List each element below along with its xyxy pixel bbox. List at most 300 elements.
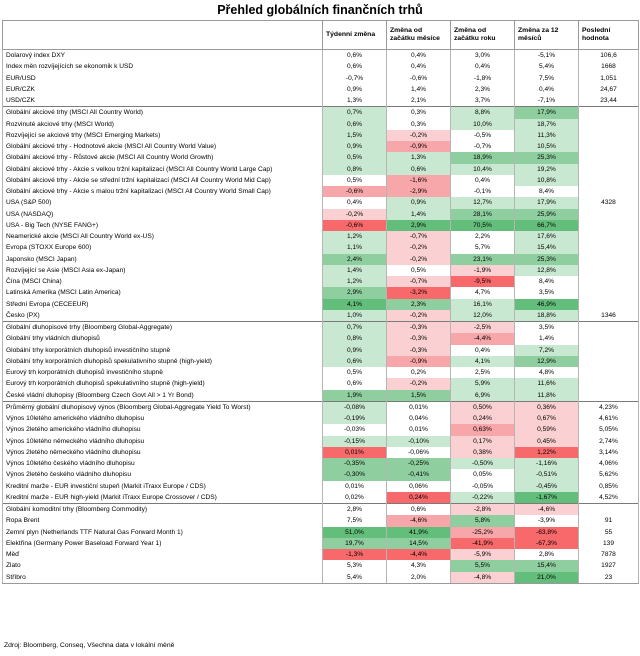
mtd-change-cell: 2,0% <box>387 572 451 584</box>
last-value-cell: 1346 <box>579 310 639 322</box>
instrument-name-cell: Globální trhy vládních dluhopisů <box>3 333 323 344</box>
last-value-cell <box>579 130 639 141</box>
weekly-change-cell: 0,6% <box>323 61 387 72</box>
weekly-change-cell: 2,4% <box>323 254 387 265</box>
change-12m-cell: 11,6% <box>515 378 579 389</box>
table-row <box>3 197 639 208</box>
table-row <box>3 276 639 287</box>
table-row <box>3 436 639 447</box>
instrument-name-cell: Výnos 10letého českého vládního dluhopisu <box>3 458 323 469</box>
change-12m-cell: -0,45% <box>515 481 579 492</box>
ytd-change-cell: 3,0% <box>451 50 515 62</box>
mtd-change-cell: -0,7% <box>387 231 451 242</box>
ytd-change-cell: -0,22% <box>451 492 515 504</box>
ytd-change-cell: -1,9% <box>451 265 515 276</box>
instrument-name-cell: Střední Evropa (CECEEUR) <box>3 299 323 310</box>
change-12m-cell: -1,16% <box>515 458 579 469</box>
last-value-cell: 1668 <box>579 61 639 72</box>
change-12m-cell: 7,2% <box>515 345 579 356</box>
mtd-change-cell: -1,6% <box>387 175 451 186</box>
last-value-cell: 91 <box>579 515 639 526</box>
weekly-change-cell: -0,2% <box>323 209 387 220</box>
change-12m-cell: 21,0% <box>515 572 579 584</box>
ytd-change-cell: -0,05% <box>451 481 515 492</box>
ytd-change-cell: 5,5% <box>451 560 515 571</box>
instrument-name-cell: Zemní plyn (Netherlands TTF Natural Gas Forward Month 1) <box>3 527 323 538</box>
change-12m-cell: 3,5% <box>515 287 579 298</box>
instrument-name-cell: USA (NASDAQ) <box>3 209 323 220</box>
header-row <box>3 21 639 50</box>
last-value-cell <box>579 164 639 175</box>
instrument-name-cell: Globální akciové trhy - Růstové akcie (MSCI All Country World Growth) <box>3 152 323 163</box>
mtd-change-cell: 1,3% <box>387 152 451 163</box>
mtd-change-cell: 1,4% <box>387 209 451 220</box>
mtd-change-cell: -0,3% <box>387 345 451 356</box>
table-row <box>3 265 639 276</box>
weekly-change-cell: 2,9% <box>323 287 387 298</box>
instrument-name-cell: Evropa (STOXX Europe 600) <box>3 242 323 253</box>
weekly-change-cell: -0,35% <box>323 458 387 469</box>
table-row <box>3 458 639 469</box>
last-value-cell <box>579 152 639 163</box>
instrument-name-cell: Výnos 10letého německého vládního dluhopisu <box>3 436 323 447</box>
change-12m-cell: -3,9% <box>515 515 579 526</box>
table-row <box>3 492 639 504</box>
weekly-change-cell: 0,8% <box>323 164 387 175</box>
ytd-change-cell: -2,5% <box>451 322 515 334</box>
change-12m-cell: 1,22% <box>515 447 579 458</box>
last-value-cell <box>579 186 639 197</box>
mtd-change-cell: 41,9% <box>387 527 451 538</box>
ytd-change-cell: 12,7% <box>451 197 515 208</box>
ytd-change-cell: 12,0% <box>451 310 515 322</box>
change-12m-cell: 0,4% <box>515 84 579 95</box>
instrument-name-cell: Globální trhy korporátních dluhopisů investičního stupně <box>3 345 323 356</box>
table-row <box>3 254 639 265</box>
ytd-change-cell: -41,9% <box>451 538 515 549</box>
mtd-change-cell: 0,9% <box>387 197 451 208</box>
ytd-change-cell: 0,50% <box>451 401 515 413</box>
weekly-change-cell: -0,7% <box>323 73 387 84</box>
ytd-change-cell: 5,8% <box>451 515 515 526</box>
weekly-change-cell: 0,5% <box>323 367 387 378</box>
weekly-change-cell: 0,6% <box>323 119 387 130</box>
change-12m-cell: -63,8% <box>515 527 579 538</box>
instrument-name-cell: Výnos 2letého německého vládního dluhopisu <box>3 447 323 458</box>
instrument-name-cell: Latinská Amerika (MSCI Latin America) <box>3 287 323 298</box>
change-12m-cell: 19,2% <box>515 164 579 175</box>
table-row <box>3 413 639 424</box>
weekly-change-cell: 0,6% <box>323 378 387 389</box>
mtd-change-cell: -0,41% <box>387 469 451 480</box>
weekly-change-cell: 5,4% <box>323 572 387 584</box>
instrument-name-cell: USD/CZK <box>3 95 323 107</box>
change-12m-cell: 7,5% <box>515 73 579 84</box>
instrument-name-cell: Neamerické akcie (MSCI All Country World ex-US) <box>3 231 323 242</box>
change-12m-cell: 15,4% <box>515 242 579 253</box>
mtd-change-cell: -0,2% <box>387 242 451 253</box>
instrument-name-cell: Rozvinuté akciové trhy (MSCI World) <box>3 119 323 130</box>
mtd-change-cell: -0,9% <box>387 141 451 152</box>
change-12m-cell: 11,8% <box>515 390 579 402</box>
mtd-change-cell: -0,7% <box>387 276 451 287</box>
last-value-cell: 23 <box>579 572 639 584</box>
mtd-change-cell: 0,4% <box>387 61 451 72</box>
weekly-change-cell: 51,0% <box>323 527 387 538</box>
change-12m-cell: 12,9% <box>515 356 579 367</box>
table-row <box>3 504 639 516</box>
table-row <box>3 287 639 298</box>
ytd-change-cell: 16,1% <box>451 299 515 310</box>
change-12m-cell: -4,6% <box>515 504 579 516</box>
instrument-name-cell: Rozvíjející se akciové trhy (MSCI Emerging Markets) <box>3 130 323 141</box>
last-value-cell: 55 <box>579 527 639 538</box>
table-row <box>3 152 639 163</box>
weekly-change-cell: -0,03% <box>323 424 387 435</box>
mtd-change-cell: -0,25% <box>387 458 451 469</box>
mtd-change-cell: 0,6% <box>387 164 451 175</box>
last-value-cell <box>579 242 639 253</box>
mtd-change-cell: -0,6% <box>387 73 451 84</box>
weekly-change-cell: 0,7% <box>323 107 387 119</box>
change-12m-cell: 66,7% <box>515 220 579 231</box>
last-value-cell <box>579 231 639 242</box>
ytd-change-cell: 4,1% <box>451 356 515 367</box>
table-row <box>3 447 639 458</box>
weekly-change-cell: 1,2% <box>323 231 387 242</box>
instrument-name-cell: Stříbro <box>3 572 323 584</box>
instrument-name-cell: EUR/USD <box>3 73 323 84</box>
instrument-name-cell: Globální akciové trhy - Akcie se střední tržní kapitalizací (MSCI All Country World Mid Cap) <box>3 175 323 186</box>
change-12m-cell: -0,51% <box>515 469 579 480</box>
table-row <box>3 469 639 480</box>
ytd-change-cell: 6,9% <box>451 390 515 402</box>
last-value-cell: 1,051 <box>579 73 639 84</box>
table-row <box>3 367 639 378</box>
last-value-cell: 7878 <box>579 549 639 560</box>
change-12m-cell: 0,45% <box>515 436 579 447</box>
instrument-name-cell: Měď <box>3 549 323 560</box>
instrument-name-cell: Japonsko (MSCI Japan) <box>3 254 323 265</box>
last-value-cell: 23,44 <box>579 95 639 107</box>
weekly-change-cell: 19,7% <box>323 538 387 549</box>
ytd-change-cell: -2,8% <box>451 504 515 516</box>
last-value-cell: 4,23% <box>579 401 639 413</box>
weekly-change-cell: 4,1% <box>323 299 387 310</box>
change-12m-cell: 46,9% <box>515 299 579 310</box>
table-row <box>3 424 639 435</box>
table-row <box>3 130 639 141</box>
mtd-change-cell: -3,2% <box>387 287 451 298</box>
mtd-change-cell: 0,4% <box>387 50 451 62</box>
change-12m-cell: -67,3% <box>515 538 579 549</box>
last-value-cell: 5,62% <box>579 469 639 480</box>
mtd-change-cell: -0,2% <box>387 378 451 389</box>
last-value-cell: 4,52% <box>579 492 639 504</box>
table-row <box>3 61 639 72</box>
table-row <box>3 333 639 344</box>
header-weekly-change: Týdenní změna <box>323 21 387 50</box>
instrument-name-cell: Index měn rozvíjejících se ekonomik k USD <box>3 61 323 72</box>
header-last-value: Poslední hodnota <box>579 21 639 50</box>
change-12m-cell: 25,9% <box>515 209 579 220</box>
change-12m-cell: 17,9% <box>515 197 579 208</box>
mtd-change-cell: 0,04% <box>387 413 451 424</box>
weekly-change-cell: 0,5% <box>323 152 387 163</box>
table-row <box>3 141 639 152</box>
last-value-cell <box>579 107 639 119</box>
table-row <box>3 164 639 175</box>
table-row <box>3 527 639 538</box>
ytd-change-cell: 23,1% <box>451 254 515 265</box>
ytd-change-cell: 2,3% <box>451 84 515 95</box>
instrument-name-cell: Globální akciové trhy - Hodnotové akcie (MSCI All Country World Value) <box>3 141 323 152</box>
table-row <box>3 345 639 356</box>
last-value-cell <box>579 504 639 516</box>
instrument-name-cell: EUR/CZK <box>3 84 323 95</box>
change-12m-cell: 25,3% <box>515 152 579 163</box>
ytd-change-cell: -9,5% <box>451 276 515 287</box>
change-12m-cell: 18,7% <box>515 119 579 130</box>
ytd-change-cell: -0,5% <box>451 130 515 141</box>
table-row <box>3 481 639 492</box>
weekly-change-cell: 0,5% <box>323 175 387 186</box>
weekly-change-cell: 0,7% <box>323 322 387 334</box>
mtd-change-cell: 0,24% <box>387 492 451 504</box>
header-ytd-change: Změna od začátku roku <box>451 21 515 50</box>
change-12m-cell: 4,8% <box>515 367 579 378</box>
change-12m-cell: -7,1% <box>515 95 579 107</box>
change-12m-cell: 2,8% <box>515 549 579 560</box>
change-12m-cell: 3,5% <box>515 322 579 334</box>
table-row <box>3 84 639 95</box>
instrument-name-cell: Globální dluhopisové trhy (Bloomberg Global-Aggregate) <box>3 322 323 334</box>
weekly-change-cell: 1,5% <box>323 130 387 141</box>
ytd-change-cell: 28,1% <box>451 209 515 220</box>
table-row <box>3 73 639 84</box>
source-note: Zdroj: Bloomberg, Conseq, Všechna data v lokální měně <box>4 642 175 649</box>
table-row <box>3 356 639 367</box>
mtd-change-cell: 0,01% <box>387 401 451 413</box>
ytd-change-cell: 5,9% <box>451 378 515 389</box>
table-row <box>3 107 639 119</box>
weekly-change-cell: 0,6% <box>323 50 387 62</box>
last-value-cell <box>579 333 639 344</box>
weekly-change-cell: 1,1% <box>323 242 387 253</box>
change-12m-cell: 25,3% <box>515 254 579 265</box>
change-12m-cell: 0,67% <box>515 413 579 424</box>
change-12m-cell: 15,4% <box>515 560 579 571</box>
instrument-name-cell: Čína (MSCI China) <box>3 276 323 287</box>
change-12m-cell: 17,9% <box>515 107 579 119</box>
last-value-cell: 4,61% <box>579 413 639 424</box>
mtd-change-cell: 0,2% <box>387 367 451 378</box>
ytd-change-cell: -25,2% <box>451 527 515 538</box>
mtd-change-cell: -0,2% <box>387 254 451 265</box>
table-row <box>3 515 639 526</box>
last-value-cell <box>579 276 639 287</box>
last-value-cell <box>579 345 639 356</box>
mtd-change-cell: 0,06% <box>387 481 451 492</box>
ytd-change-cell: 0,4% <box>451 61 515 72</box>
instrument-name-cell: Kreditní marže - EUR high-yield (Markit iTraxx Europe Crossover / CDS) <box>3 492 323 504</box>
change-12m-cell: 0,59% <box>515 424 579 435</box>
mtd-change-cell: -4,6% <box>387 515 451 526</box>
instrument-name-cell: Výnos 2letého českého vládního dluhopisu <box>3 469 323 480</box>
last-value-cell: 4328 <box>579 197 639 208</box>
change-12m-cell: 12,8% <box>515 265 579 276</box>
ytd-change-cell: 5,7% <box>451 242 515 253</box>
mtd-change-cell: 2,9% <box>387 220 451 231</box>
change-12m-cell: 10,5% <box>515 141 579 152</box>
mtd-change-cell: 2,3% <box>387 299 451 310</box>
last-value-cell <box>579 390 639 402</box>
table-row <box>3 220 639 231</box>
ytd-change-cell: 0,17% <box>451 436 515 447</box>
instrument-name-cell: Česko (PX) <box>3 310 323 322</box>
ytd-change-cell: -1,8% <box>451 73 515 84</box>
weekly-change-cell: 0,8% <box>323 333 387 344</box>
ytd-change-cell: 0,38% <box>451 447 515 458</box>
last-value-cell <box>579 378 639 389</box>
weekly-change-cell: 7,5% <box>323 515 387 526</box>
table-row <box>3 378 639 389</box>
instrument-name-cell: Rozvíjející se Asie (MSCI Asia ex-Japan) <box>3 265 323 276</box>
weekly-change-cell: -0,19% <box>323 413 387 424</box>
mtd-change-cell: 4,3% <box>387 560 451 571</box>
instrument-name-cell: Elektřina (Germany Power Baseload Forward Year 1) <box>3 538 323 549</box>
change-12m-cell: -1,67% <box>515 492 579 504</box>
table-row <box>3 322 639 334</box>
change-12m-cell: 5,4% <box>515 61 579 72</box>
mtd-change-cell: -0,2% <box>387 310 451 322</box>
instrument-name-cell: USA - Big Tech (NYSE FANG+) <box>3 220 323 231</box>
mtd-change-cell: 0,5% <box>387 265 451 276</box>
weekly-change-cell: 1,0% <box>323 310 387 322</box>
change-12m-cell: 0,36% <box>515 401 579 413</box>
instrument-name-cell: Výnos 2letého amerického vládního dluhopisu <box>3 424 323 435</box>
weekly-change-cell: 0,01% <box>323 481 387 492</box>
last-value-cell: 4,06% <box>579 458 639 469</box>
table-row <box>3 560 639 571</box>
mtd-change-cell: 1,5% <box>387 390 451 402</box>
last-value-cell <box>579 299 639 310</box>
last-value-cell: 24,67 <box>579 84 639 95</box>
weekly-change-cell: -1,3% <box>323 549 387 560</box>
weekly-change-cell: 1,9% <box>323 390 387 402</box>
ytd-change-cell: 0,05% <box>451 469 515 480</box>
table-row <box>3 231 639 242</box>
weekly-change-cell: -0,6% <box>323 186 387 197</box>
instrument-name-cell: Průměrný globální dluhopisový výnos (Bloomberg Global-Aggregate Yield To Worst) <box>3 401 323 413</box>
table-row <box>3 390 639 402</box>
mtd-change-cell: -0,10% <box>387 436 451 447</box>
weekly-change-cell: 0,9% <box>323 141 387 152</box>
last-value-cell <box>579 254 639 265</box>
mtd-change-cell: -0,06% <box>387 447 451 458</box>
mtd-change-cell: -0,3% <box>387 333 451 344</box>
table-row <box>3 209 639 220</box>
last-value-cell <box>579 287 639 298</box>
instrument-name-cell: České vládní dluhopisy (Bloomberg Czech Govt All > 1 Yr Bond) <box>3 390 323 402</box>
table-row <box>3 186 639 197</box>
table-row <box>3 572 639 584</box>
table-row <box>3 242 639 253</box>
mtd-change-cell: -0,3% <box>387 322 451 334</box>
mtd-change-cell: 0,3% <box>387 119 451 130</box>
change-12m-cell: 18,8% <box>515 310 579 322</box>
last-value-cell <box>579 141 639 152</box>
ytd-change-cell: -0,50% <box>451 458 515 469</box>
ytd-change-cell: -5,9% <box>451 549 515 560</box>
change-12m-cell: 10,8% <box>515 175 579 186</box>
ytd-change-cell: 0,4% <box>451 175 515 186</box>
ytd-change-cell: 70,5% <box>451 220 515 231</box>
last-value-cell <box>579 322 639 334</box>
instrument-name-cell: Výnos 10letého amerického vládního dluhopisu <box>3 413 323 424</box>
ytd-change-cell: -0,1% <box>451 186 515 197</box>
instrument-name-cell: Eurový trh korporátních dluhopisů investičního stupně <box>3 367 323 378</box>
last-value-cell <box>579 209 639 220</box>
ytd-change-cell: 10,0% <box>451 119 515 130</box>
header-12m-change: Změna za 12 měsíců <box>515 21 579 50</box>
weekly-change-cell: -0,15% <box>323 436 387 447</box>
last-value-cell: 3,14% <box>579 447 639 458</box>
mtd-change-cell: 0,3% <box>387 107 451 119</box>
header-instrument <box>3 21 323 50</box>
table-row <box>3 119 639 130</box>
instrument-name-cell: Globální komoditní trhy (Bloomberg Commodity) <box>3 504 323 516</box>
weekly-change-cell: 5,3% <box>323 560 387 571</box>
weekly-change-cell: 0,02% <box>323 492 387 504</box>
instrument-name-cell: Eurový trh korporátních dluhopisů spekulativního stupně (high-yield) <box>3 378 323 389</box>
ytd-change-cell: 3,7% <box>451 95 515 107</box>
weekly-change-cell: 0,9% <box>323 84 387 95</box>
last-value-cell <box>579 367 639 378</box>
instrument-name-cell: Kreditní marže - EUR investiční stupeň (Markit iTraxx Europe / CDS) <box>3 481 323 492</box>
weekly-change-cell: 0,01% <box>323 447 387 458</box>
instrument-name-cell: Dolarový index DXY <box>3 50 323 62</box>
last-value-cell: 1927 <box>579 560 639 571</box>
change-12m-cell: -5,1% <box>515 50 579 62</box>
table-row <box>3 175 639 186</box>
last-value-cell <box>579 356 639 367</box>
mtd-change-cell: 0,6% <box>387 504 451 516</box>
table-row <box>3 310 639 322</box>
mtd-change-cell: -0,2% <box>387 130 451 141</box>
mtd-change-cell: -2,9% <box>387 186 451 197</box>
last-value-cell: 106,6 <box>579 50 639 62</box>
ytd-change-cell: 2,2% <box>451 231 515 242</box>
last-value-cell <box>579 220 639 231</box>
mtd-change-cell: 14,5% <box>387 538 451 549</box>
table-row <box>3 50 639 62</box>
ytd-change-cell: 2,5% <box>451 367 515 378</box>
table-row <box>3 299 639 310</box>
change-12m-cell: 17,6% <box>515 231 579 242</box>
last-value-cell <box>579 175 639 186</box>
weekly-change-cell: 0,6% <box>323 356 387 367</box>
last-value-cell: 0,85% <box>579 481 639 492</box>
last-value-cell: 2,74% <box>579 436 639 447</box>
weekly-change-cell: 2,8% <box>323 504 387 516</box>
instrument-name-cell: Globální trhy korporátních dluhopisů spekulativního stupně (high-yield) <box>3 356 323 367</box>
last-value-cell <box>579 265 639 276</box>
change-12m-cell: 11,3% <box>515 130 579 141</box>
ytd-change-cell: 0,63% <box>451 424 515 435</box>
mtd-change-cell: -4,4% <box>387 549 451 560</box>
weekly-change-cell: -0,08% <box>323 401 387 413</box>
